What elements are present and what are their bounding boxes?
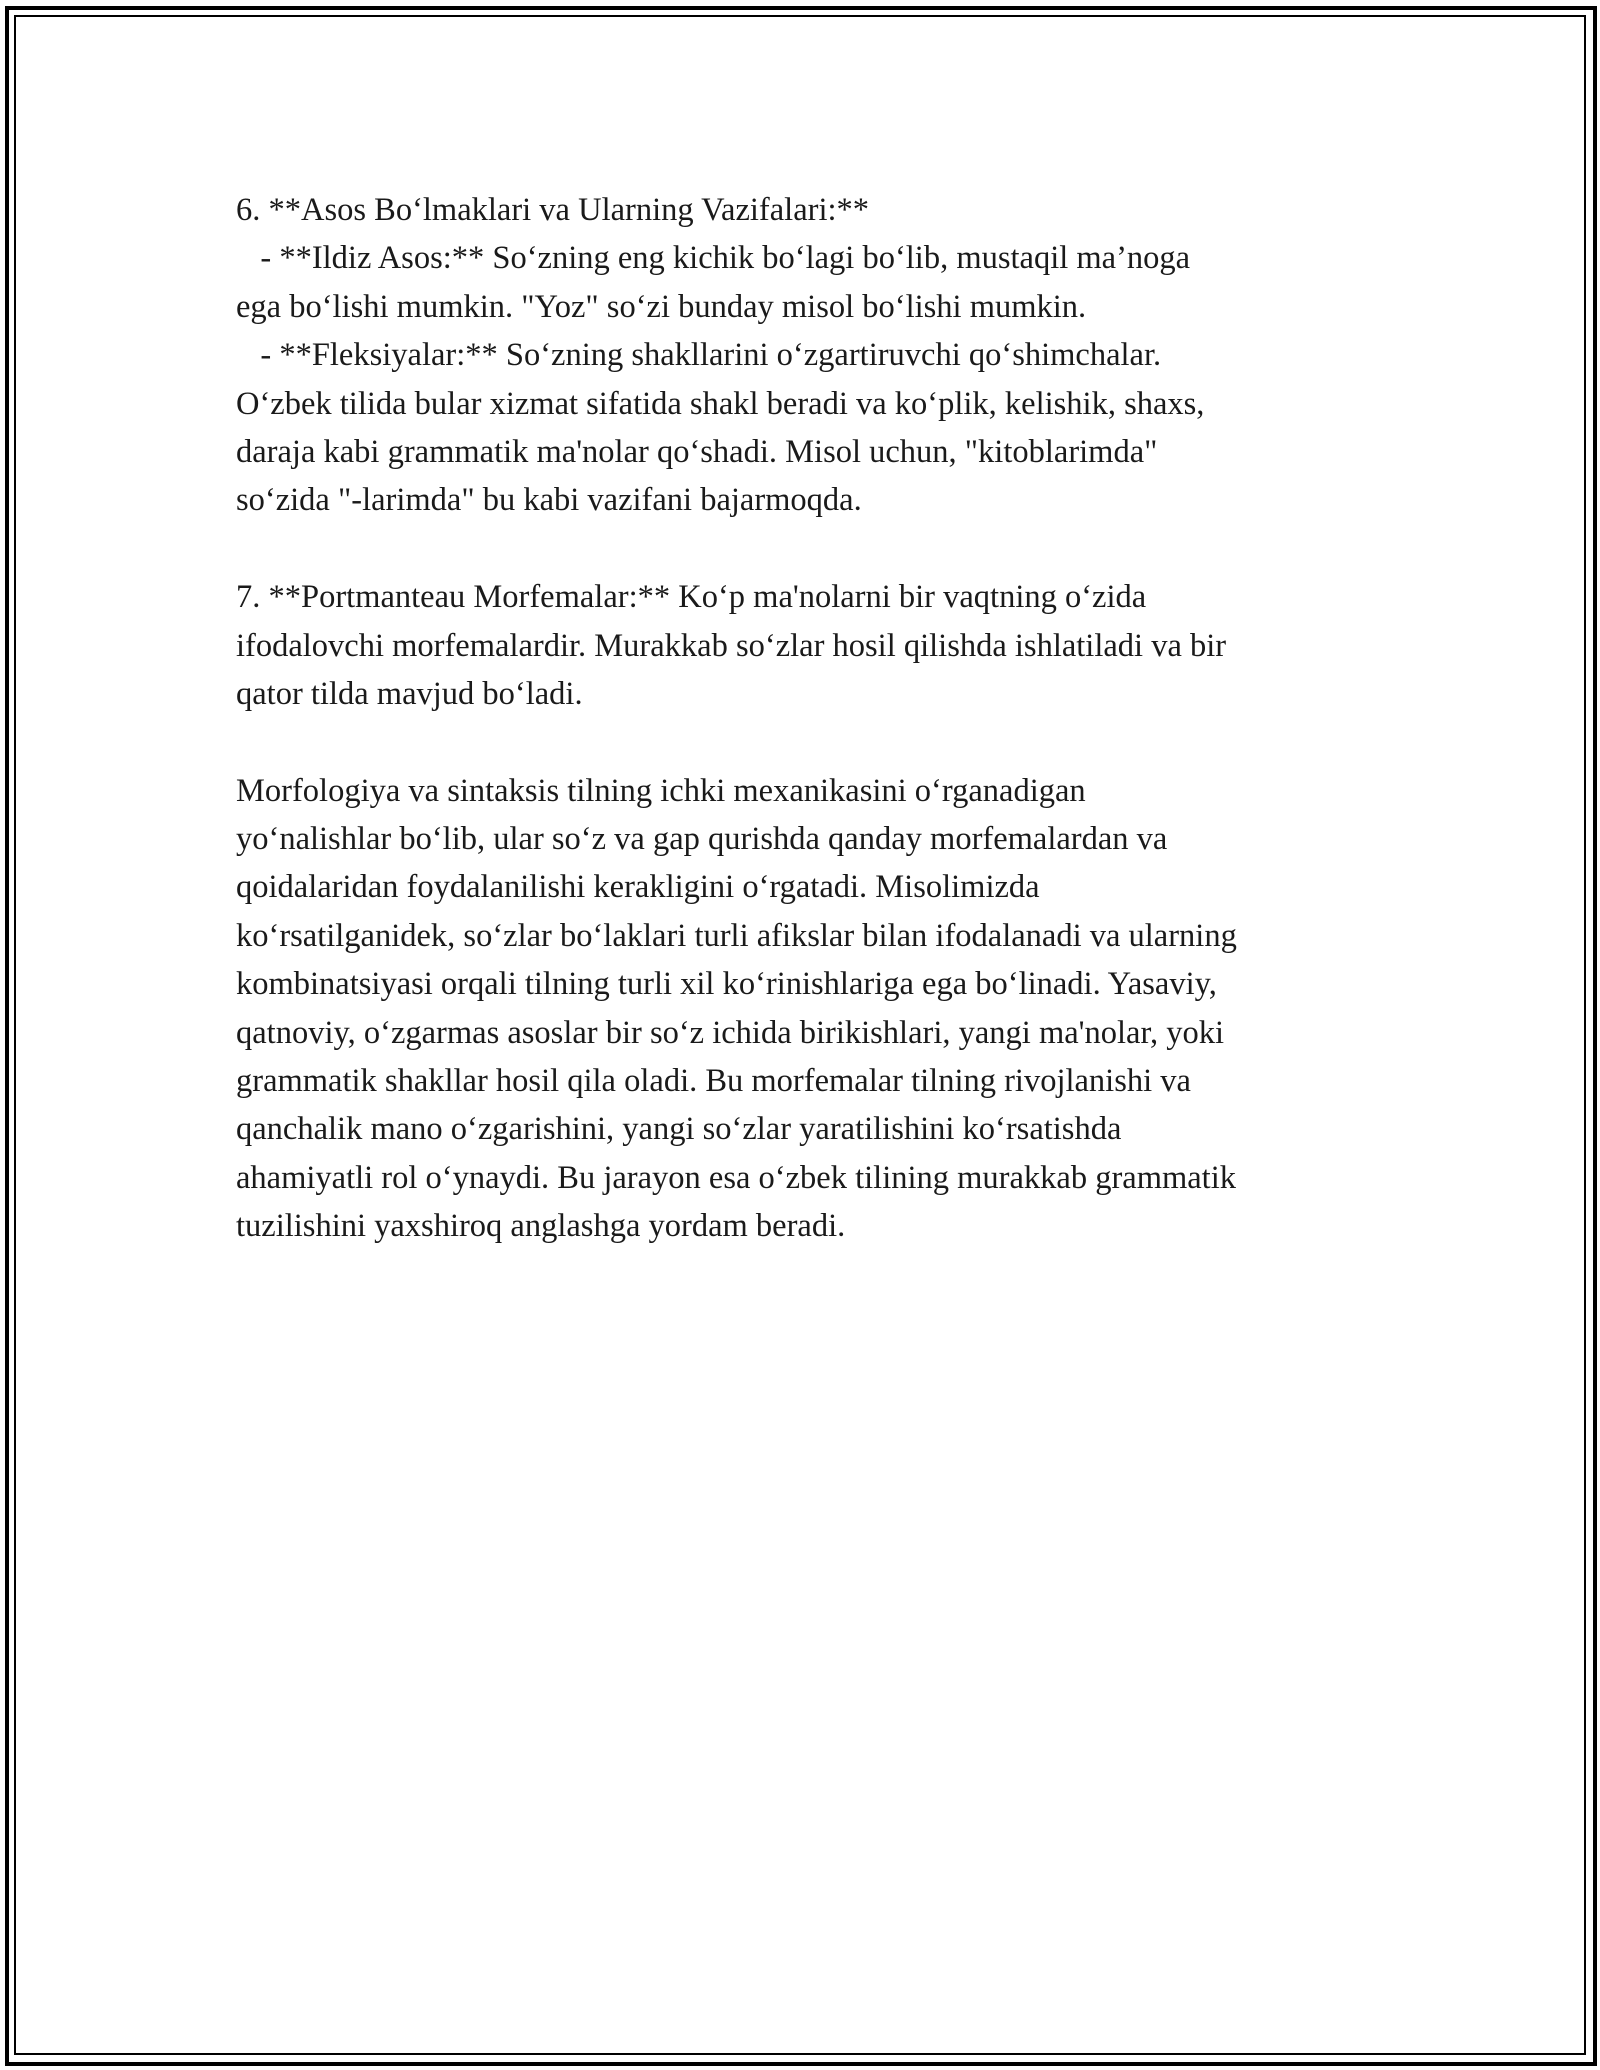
text-line: Morfologiya va sintaksis tilning ichki mexanikasini o‘rganadigan [236,772,1086,809]
section-7-heading: 7. **Portmanteau Morfemalar:** Ko‘p ma'nolarni bir vaqtning o‘zida [236,579,1147,616]
text-line: yo‘nalishlar bo‘lib, ular so‘z va gap qurishda qanday morfemalardan va [236,821,1168,858]
text-line: qoidalaridan foydalanilishi kerakligini o‘rgatadi. Misolimizda [236,869,1040,906]
text-line: qatnoviy, o‘zgarmas asoslar bir so‘z ichida birikishlari, yangi ma'nolar, yoki [236,1014,1225,1051]
text-line: ahamiyatli rol o‘ynaydi. Bu jarayon esa o‘zbek tilining murakkab grammatik [236,1159,1236,1196]
paragraph-gap [236,525,1396,573]
text-line: tuzilishini yaxshiroq anglashga yordam beradi. [236,1208,846,1245]
text-line: grammatik shakllar hosil qila oladi. Bu morfemalar tilning rivojlanishi va [236,1063,1191,1100]
document-body [236,186,1396,1251]
text-line: daraja kabi grammatik ma'nolar qo‘shadi. Misol uchun, "kitoblarimda" [236,433,1158,470]
text-line: qator tilda mavjud bo‘ladi. [236,675,583,712]
text-line: - **Ildiz Asos:** So‘zning eng kichik bo‘lagi bo‘lib, mustaqil ma’noga [236,240,1191,277]
paragraph-gap [236,718,1396,766]
section-6-heading: 6. **Asos Bo‘lmaklari va Ularning Vazifalari:** [236,192,870,228]
text-line: kombinatsiyasi orqali tilning turli xil ko‘rinishlariga ega bo‘linadi. Yasaviy, [236,966,1217,1003]
text-line: O‘zbek tilida bular xizmat sifatida shakl beradi va ko‘plik, kelishik, shaxs, [236,385,1205,422]
text-line: so‘zida "-larimda" bu kabi vazifani bajarmoqda. [236,482,862,519]
text-line: ifodalovchi morfemalardir. Murakkab so‘zlar hosil qilishda ishlatiladi va bir [236,627,1227,664]
text-line: ega bo‘lishi mumkin. "Yoz" so‘zi bunday misol bo‘lishi mumkin. [236,288,1087,325]
section-6-asos-bolmaklari [236,186,1396,525]
text-line: qanchalik mano o‘zgarishini, yangi so‘zlar yaratilishini ko‘rsatishda [236,1111,1122,1148]
text-line: - **Fleksiyalar:** So‘zning shakllarini o‘zgartiruvchi qo‘shimchalar. [236,337,1162,374]
section-7-portmanteau-morfemalar [236,573,1396,718]
conclusion-paragraph [236,767,1396,1251]
text-line: ko‘rsatilganidek, so‘zlar bo‘laklari turli afikslar bilan ifodalanadi va ularning [236,917,1237,954]
